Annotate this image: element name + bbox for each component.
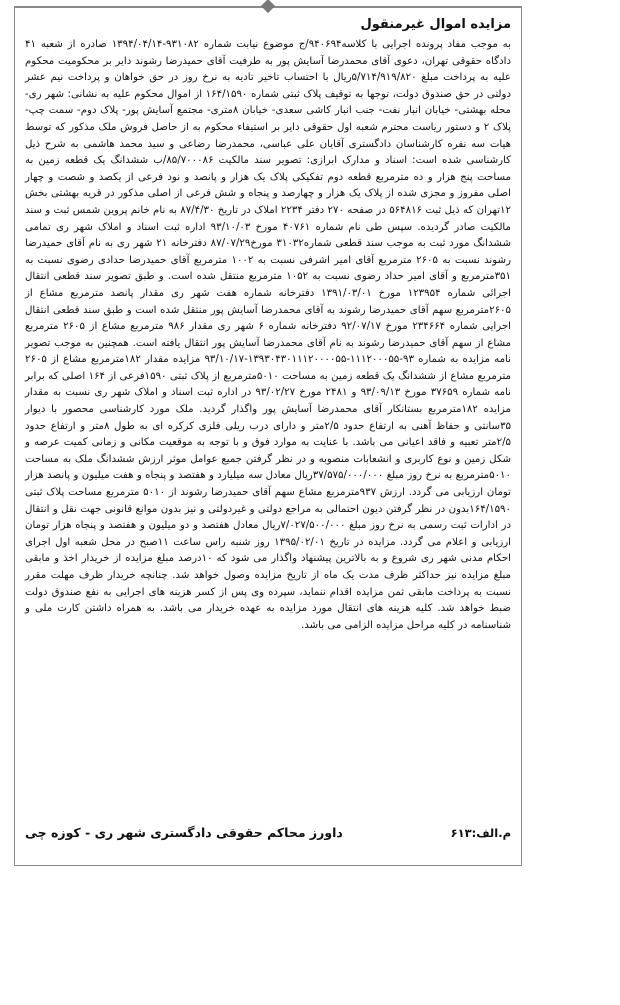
divider-ornament (261, 0, 275, 13)
notice-body: به موجب مفاد پرونده اجرایی با کلاسه۹۴۰۶۹۴/ج موضوع نیابت شماره ۹۳۱۰۸۲-۱۳۹۴/۰۴/۱۴ صادره از شعبه ۴۱ دادگاه حقوقی تهران، دعوی آقای محمدرضا آسایش پور به طرفیت آقای حمیدرضا رشوند دایر بر محکومیت محکوم علیه به پرداخت مبلغ ۵/۷۱۴/۹۱۹/۸۲۰ریال با احتساب تاخیر تادیه به نرخ روز در حق خواهان و پرداخت نیم عشر دولتی در حق صندوق دولت، توجها به توقیف پلاک ثبتی شماره ۱۶۴/۱۵۹۰ از اموال محکوم علیه به نشانی: شهر ری- محله بهشتی- خیابان انبار نفت- جنب انبار کاشی سعدی- خیابان ۸متری- مجتمع آسایش پور- پلاک دوم- سمت چپ- پلاک ۲ و دستور ریاست محترم شعبه اول حقوقی دایر بر استیفاء محکوم به از حاصل فروش ملک مذکور که توسط هیات سه نفره کارشناسان دادگستری آقایان علی عباسی، محمدرضا رضاعی و سید محمد هاشمی به شرح ذیل کارشناسی شده است: اسناد و مدارک ابرازی: تصویر سند مالکیت ۸۵/۷۰۰۰۸۶/ب ششدانگ یک قطعه زمین به مساحت پنج هزار و ده مترمربع قطعه دوم تفکیکی پلاک یک هزار و پانصد و نود فرعی از یکصد و شصت و چهار اصلی مفروز و مجزی شده از پلاک یک هزار و چهارصد و پنجاه و شش فرعی از اصلی مذکور در قریه بهشتی بخش ۱۲تهران که ذیل ثبت ۵۶۴۸۱۶ در صفحه ۲۷۰ دفتر ۲۲۳۴ املاک در تاریخ ۸۷/۴/۳۰ به نام خانم پروین شمس ثبت و سند مالکیت صادر گردیده. سپس طی نام شماره ۴۰۷۶۱ مورخ ۹۳/۱۰/۰۳ اداره ثبت اسناد و املاک شهر ری تمامی ششدانگ مورد ثبت به موجب سند قطعی شماره۳۱۰۳۲ مورخ۸۷/۰۷/۲۹ دفترخانه ۲۱ شهر ری به نام آقای حمیدرضا رشوند نسبت به ۲۶۰۵ مترمربع آقای امیر اشرفی نسبت به ۱۰۰۲ مترمربع آقای حمیدرضا حدادی رضوی نسبت به ۳۵۱مترمربع و آقای امیر حداد رضوی نسبت به ۱۰۵۲ مترمربع منتقل شده است. و طبق تصویر سند قطعی انتقال اجرائی شماره ۱۲۳۹۵۴ مورخ ۱۳۹۱/۰۳/۰۱ دفترخانه شماره هفت شهر ری مقدار پانصد مترمربع مشاع از ۲۶۰۵مترمربع سهم آقای حمیدرضا رشوند به آقای محمدرضا آسایش پور منتقل شده است و طبق سند قطعی انتقال اجرایی شماره ۲۳۴۶۶۴ مورخ ۹۲/۰۷/۱۷ دفترخانه شماره ۶ شهر ری مقدار ۹۸۶ مترمربع مشاع از ۲۶۰۵ مترمربع مشاع از سهم آقای حمیدرضا رشوند به نام آقای محمدرضا آسایش پور انتقال یافته است. همچنین به موجب تصویر نامه مزایده به شماره ۹۳-۱۱۱۲۰۰۰۵۵-۱۳۹۳۰۴۳۰۱۱۱۲۰۰۰۰۵۵-۹۳/۱۰/۱۷ مزایده مقدار ۱۸۲مترمربع مشاع از ۲۶۰۵ مترمربع مشاع از ششدانگ یک قطعه زمین به مساحت ۵۰۱۰مترمربع از پلاک ثبتی ۱۵۹۰فرعی از ۱۶۴ اصلی که برابر نامه شماره ۳۷۶۵۹ مورخ ۹۳/۰۹/۱۳ و ۲۴۸۱ مورخ ۹۳/۰۲/۲۷ در اداره ثبت اسناد و املاک شهر ری نسبت به مقدار مزایده ۱۸۲مترمربع بستانکار آقای محمدرضا آسایش پور واگذار گردید. ملک مورد کارشناسی محصور با دیوار ۳۵سانتی و حفاظ آهنی به ارتفاع حدود ۲/۵متر و دارای درب ریلی فلزی کرکره ای به طول ۸متر و ارتفاع حدود ۲/۵متر تعبیه و فاقد اعیانی می باشد. با عنایت به موارد فوق و با توجه به موقعیت مکانی و زمانی کمیت عرصه و شکل زمین و نوع کاربری و انشعابات منصوبه و در نظر گرفتن جمیع عوامل موثر ارزش ششدانگ ملک به مساحت ۵۰۱۰مترمربع به نرخ روز مبلغ ۳۷/۵۷۵/۰۰۰/۰۰۰ریال معادل سه میلیارد و هفتصد و پنجاه و هفت میلیون و پانصد هزار تومان ارزیابی می گردد. ارزش ۹۳۷مترمربع مشاع سهم آقای حمیدرضا رشوند از ۵۰۱۰ مترمربع مساحت پلاک ثبتی ۱۶۴/۱۵۹۰بدون در نظر گرفتن دیون احتمالی به مراجع دولتی و غیردولتی و نیز بدون موانع قانونی جهت نقل و انتقال در ادارات ثبت رسمی به نرخ روز مبلغ ۷/۰۲۷/۵۰۰/۰۰۰ریال معادل هفتصد و دو میلیون و هفتصد و پنجاه هزار تومان ارزیابی و اعلام می گردد. مزایده در تاریخ ۱۳۹۵/۰۲/۰۱ روز شنبه راس ساعت ۱۱صبح در محل شعبه اول اجرای احکام مدنی شهر ری شروع و به بالاترین پیشنهاد واگذار می شود که ۱۰درصد مبلغ مزایده از خریدار اخذ و مابقی مبلغ مزایده نیز حداکثر ظرف مدت یک ماه از تاریخ مزایده وصول خواهد شد. چنانچه خریدار ظرف مهلت مقرر نسبت به پرداخت مابقی ثمن مزایده اقدام ننماید، سپرده وی پس از کسر هزینه های اجرایی به نفع صندوق دولت ضبط خواهد شد. کلیه هزینه های انتقال مورد مزایده به عهده خریدار می باشد. به همراه داشتن کارت ملی و شناسنامه در کلیه مراحل مزایده الزامی می باشد. (25, 39, 512, 631)
issuing-authority: داورز محاکم حقوقی دادگستری شهر ری - کوزه چی (25, 825, 343, 840)
signature-row (25, 825, 511, 840)
notice-content (25, 15, 511, 634)
reference-number: م.الف:۶۱۳ (450, 825, 511, 840)
notice-title: مزایده اموال غیرمنقول (360, 17, 511, 32)
notice-box (14, 6, 522, 866)
